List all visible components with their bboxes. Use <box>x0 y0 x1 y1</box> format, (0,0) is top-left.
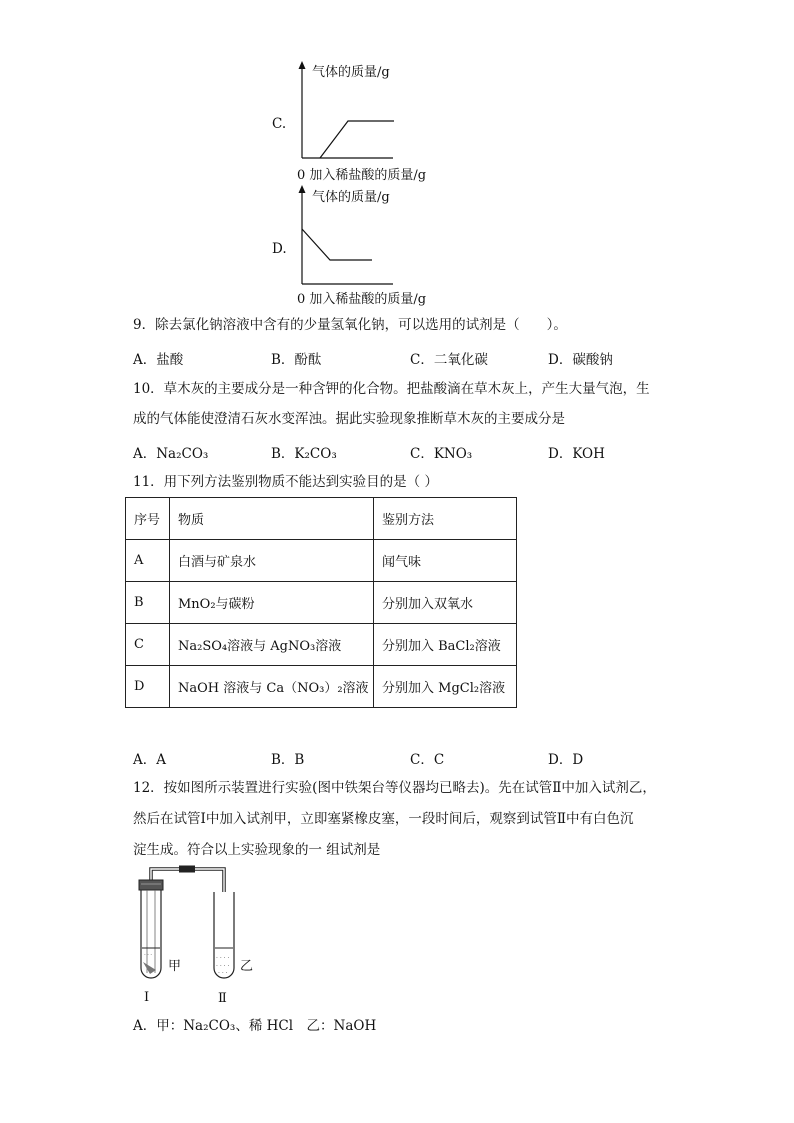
svg-text:. . . .: . . . . <box>216 961 230 968</box>
row-a-method: 闻气味 <box>374 540 517 582</box>
graph-d-option-label: D. <box>272 241 287 257</box>
graph-c-ylabel: 气体的质量/g <box>312 65 390 80</box>
header-substance: 物质 <box>170 498 374 540</box>
row-a-substance: 白酒与矿泉水 <box>170 540 374 582</box>
graph-c <box>290 58 460 186</box>
row-b-substance: MnO₂与碳粉 <box>170 582 374 624</box>
q10-stem-line2: 成的气体能使澄清石灰水变浑浊。据此实验现象推断草木灰的主要成分是 <box>133 411 565 427</box>
q9-option-b: B．酚酞 <box>271 352 322 368</box>
row-a-index: A <box>126 540 170 582</box>
q11-table <box>125 497 517 708</box>
svg-text:. . .: . . . <box>218 968 228 975</box>
q11-option-b: B．B <box>271 752 305 768</box>
graph-d-ylabel: 气体的质量/g <box>312 190 390 205</box>
y-axis-arrow <box>299 185 306 193</box>
curve <box>302 229 372 260</box>
graph-c-xlabel: 0 加入稀盐酸的质量/g <box>297 168 427 183</box>
q12-option-a: A．甲：Na₂CO₃、稀 HCl 乙：NaOH <box>133 1018 377 1034</box>
curve <box>320 121 394 158</box>
q10-option-c: C．KNO₃ <box>410 446 473 462</box>
q12-stem-line1: 12．按如图所示装置进行实验(图中铁架台等仪器均已略去)。先在试管Ⅱ中加入试剂乙， <box>133 780 656 796</box>
svg-text:. . . .: . . . . <box>216 953 230 960</box>
q9-stem: 9．除去氯化钠溶液中含有的少量氢氧化钠，可以选用的试剂是（ ）。 <box>133 317 567 333</box>
row-c-method: 分别加入 BaCl₂溶液 <box>374 624 517 666</box>
table-header-row <box>126 498 517 540</box>
table-row <box>126 666 517 708</box>
tube-1-label: Ⅰ <box>144 990 150 1005</box>
row-c-substance: Na₂SO₄溶液与 AgNO₃溶液 <box>170 624 374 666</box>
q10-stem-line1: 10．草木灰的主要成分是一种含钾的化合物。把盐酸滴在草木灰上，产生大量气泡，生 <box>133 381 650 397</box>
row-d-substance: NaOH 溶液与 Ca（NO₃）₂溶液 <box>170 666 374 708</box>
q11-option-c: C．C <box>410 752 445 768</box>
header-index: 序号 <box>126 498 170 540</box>
q9-option-a: A．盐酸 <box>133 352 184 368</box>
y-axis-arrow <box>299 61 306 69</box>
row-b-index: B <box>126 582 170 624</box>
rubber-stopper <box>139 880 163 890</box>
q12-stem-line2: 然后在试管Ⅰ中加入试剂甲，立即塞紧橡皮塞，一段时间后，观察到试管Ⅱ中有白色沉 <box>133 811 634 827</box>
solid-reagent <box>143 962 156 974</box>
test-tube-1 <box>141 890 161 978</box>
table-row <box>126 540 517 582</box>
header-method: 鉴别方法 <box>374 498 517 540</box>
q11-stem: 11．用下列方法鉴别物质不能达到实验目的是（ ） <box>133 474 438 490</box>
row-b-method: 分别加入双氧水 <box>374 582 517 624</box>
graph-d-xlabel: 0 加入稀盐酸的质量/g <box>297 292 427 307</box>
table-row <box>126 582 517 624</box>
graph-c-option-label: C. <box>272 116 287 132</box>
row-d-method: 分别加入 MgCl₂溶液 <box>374 666 517 708</box>
apparatus-diagram <box>128 862 278 1010</box>
q10-option-a: A．Na₂CO₃ <box>133 446 209 462</box>
graph-d <box>290 182 460 310</box>
row-c-index: C <box>126 624 170 666</box>
q9-option-c: C．二氧化碳 <box>410 352 488 368</box>
q10-option-b: B．K₂CO₃ <box>271 446 337 462</box>
q10-option-d: D．KOH <box>548 446 605 462</box>
q9-option-d: D．碳酸钠 <box>548 352 613 368</box>
q11-option-d: D．D <box>548 752 584 768</box>
svg-text:- - -: - - - <box>144 952 153 958</box>
row-d-index: D <box>126 666 170 708</box>
tube-2-label: Ⅱ <box>218 991 227 1006</box>
reagent-1-label: 甲 <box>168 959 182 974</box>
rubber-tube-joint <box>179 866 195 873</box>
q12-stem-line3: 淀生成。符合以上实验现象的一 组试剂是 <box>133 842 381 858</box>
reagent-2-label: 乙 <box>240 959 254 974</box>
q11-option-a: A．A <box>133 752 166 768</box>
table-row <box>126 624 517 666</box>
